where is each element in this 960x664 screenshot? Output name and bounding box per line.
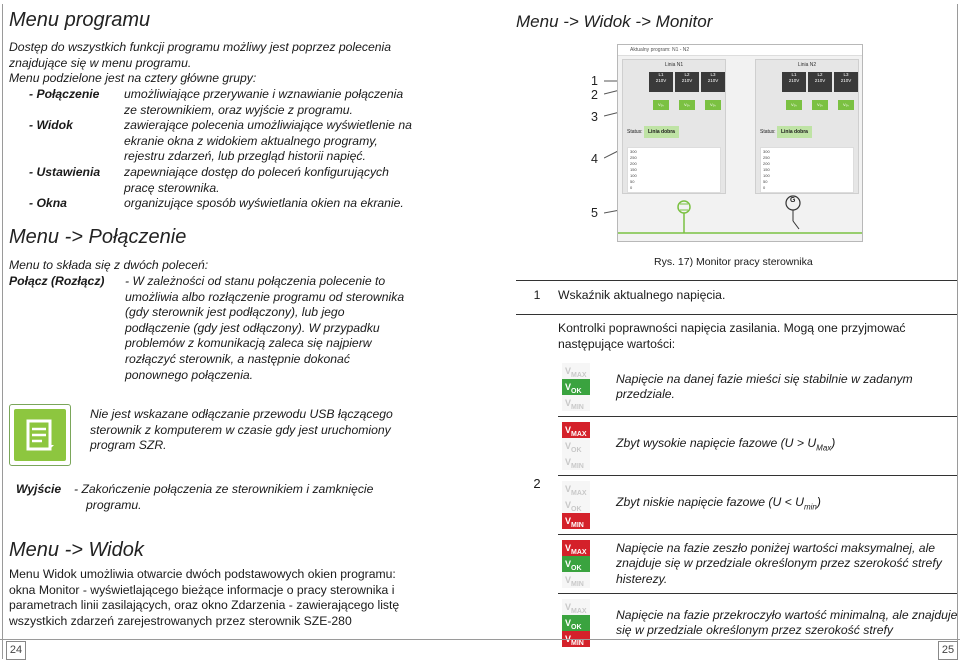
n1-l3-indicator [701,72,725,92]
state-row [558,475,958,534]
wyjscie-description [74,482,450,513]
n2-l1-value: 210V [788,78,800,83]
text-line: Nie jest wskazane odłączanie przewodu USB łączącego [90,407,393,421]
n1-l1-value: 210V [655,78,667,83]
n2-l2-label: L2 [817,72,823,77]
group-name: - Ustawienia [29,164,101,179]
n1-l2-indicator [675,72,699,92]
polaczenie-intro: Menu to składa się z dwóch poleceń: [9,258,209,272]
n2-status-label: Status: [760,129,776,135]
state-desc-text: Zbyt niskie napięcie fazowe (U < U [616,495,804,510]
v-ok-badge [562,438,590,454]
v-subscript: MIN [571,521,584,529]
v-subscript: MIN [571,462,584,470]
n1-status [627,126,719,138]
v-letter: V [565,634,572,644]
text-line: rozłączyć sterownik, a następnie dokonać [125,351,350,366]
v-subscript: MAX [571,371,587,379]
v-subscript: MAX [571,548,587,556]
heading-monitor: Menu -> Widok -> Monitor [516,12,713,31]
line-diagram [618,193,862,239]
n2-status-value: Linia dobra [777,126,812,138]
y-tick-label: 250 [630,155,637,160]
page-number-left: 24 [6,641,26,660]
group-item [29,87,449,118]
group-desc-line: zapewniające dostęp do poleceń konfigurujących [124,164,389,179]
text-line: ponownego połączenia. [125,367,254,382]
text-line: programu. [86,497,142,512]
group-desc-line: umożliwiające przerywanie i wznawianie połączenia [124,87,404,101]
state-desc-tail: ) [816,495,821,510]
right-border [957,4,958,659]
y-tick-label: 50 [630,179,635,184]
n2-l3-value: 210V [840,78,852,83]
group-desc-line: organizujące sposób wyświetlania okien na ekranie. [124,196,404,211]
n2-l2-ok: V₀ₖ [812,100,828,110]
figure-caption: Rys. 17) Monitor pracy sterownika [654,256,813,268]
left-border [2,4,3,659]
y-tick-label: 0 [763,185,766,190]
voltage-badges [562,363,602,411]
callout-4: 4 [591,152,598,166]
n2-status [760,126,852,138]
n1-l3-ok: V₀ₖ [705,100,721,110]
n2-l1-indicator [782,72,806,92]
text-line: (gdy sterownik jest podłączony), lub jego [125,305,345,320]
v-letter: V [565,618,572,628]
n1-l2-label: L2 [684,72,690,77]
n2-l1-label: L1 [791,72,797,77]
text-line: okna Monitor - wyświetlającego bieżące informacje o pracy sterownika i [9,582,395,597]
n2-l3-ok: V₀ₖ [838,100,854,110]
line-n1-panel [622,59,726,194]
heading-menu-widok: Menu -> Widok [9,539,144,561]
n1-l1-label: L1 [658,72,664,77]
y-tick-label: 300 [630,149,637,154]
v-ok-badge [562,556,590,572]
text-line: problemów z komunikacją zaleca się najpierw [125,336,372,351]
state-description [602,372,958,403]
v-letter: V [565,484,572,494]
n2-l1-ok: V₀ₖ [786,100,802,110]
group-name: - Połączenie [29,87,100,101]
v-letter: V [565,366,572,376]
callout-3: 3 [591,110,598,124]
group-desc-line: ze sterownikiem, oraz wyjście z programu. [124,102,353,117]
state-row [558,593,958,652]
group-name: - Okna [29,196,67,211]
group-item [29,196,449,212]
voltage-badges [562,481,602,529]
v-subscript: OK [571,387,582,395]
callout-1: 1 [591,74,598,88]
v-ok-badge [562,497,590,513]
v-subscript: MAX [571,430,587,438]
n1-l3-value: 210V [707,78,719,83]
n2-voltage-plot [760,147,854,193]
v-letter: V [565,516,572,526]
v-letter: V [565,575,572,585]
line-n1-label: Linia N1 [664,62,684,68]
v-min-badge [562,395,590,411]
group-item [29,165,449,196]
v-ok-badge [562,379,590,395]
y-tick-label: 100 [763,173,770,178]
y-tick-label: 150 [763,167,770,172]
v-subscript: MIN [571,580,584,588]
n2-l3-indicator [834,72,858,92]
text-line: Menu Widok umożliwia otwarcie dwóch podstawowych okien programu: [9,567,396,581]
n1-l1-ok: V₀ₖ [653,100,669,110]
y-tick-label: 0 [630,185,633,190]
v-max-badge [562,481,590,497]
v-subscript: OK [571,623,582,631]
row-1-number: 1 [516,281,558,315]
table-row [516,281,958,315]
group-desc-line: pracę sterownika. [124,180,220,195]
v-letter: V [565,398,572,408]
polacz-term: Połącz (Rozłącz) [9,274,105,288]
v-max-badge [562,363,590,379]
v-letter: V [565,382,572,392]
n2-l2-value: 210V [814,78,826,83]
v-letter: V [565,543,572,553]
state-desc-text: Napięcie na fazie przekroczyło wartość minimalną, ale znajduje się w przedziale określonym przez szerokość strefy [616,607,958,637]
callout-2: 2 [591,88,598,102]
table-row [516,315,958,653]
v-subscript: OK [571,564,582,572]
n1-status-value: Linia dobra [644,126,679,138]
v-subscript: MIN [571,639,584,647]
row-2-content [558,315,958,653]
n2-l3-label: L3 [843,72,849,77]
usb-note [90,407,450,454]
state-row [558,416,958,475]
state-desc-text: Napięcie na danej fazie mieści się stabilnie w zadanym przedziale. [616,371,913,401]
intro-line-2: znajdujące się w menu programu. [9,55,192,70]
y-tick-label: 200 [630,161,637,166]
group-desc-line: rejestru zdarzeń, lub przegląd historii napięć. [124,149,366,164]
voltage-badges [562,540,602,588]
n1-voltage-plot [627,147,721,193]
v-subscript: OK [571,446,582,454]
row-1-text: Wskaźnik aktualnego napięcia. [558,281,958,315]
line-n2-panel [755,59,859,194]
line-n2-label: Linia N2 [797,62,817,68]
state-list [558,358,958,652]
y-tick-label: 150 [630,167,637,172]
text-line: - Zakończenie połączenia ze sterownikiem i zamknięcie [74,482,374,496]
group-item [29,118,449,165]
n1-l3-label: L3 [710,72,716,77]
v-letter: V [565,602,572,612]
intro-line-3: Menu podzielone jest na cztery główne grupy: [9,71,257,86]
state-desc-text: Zbyt wysokie napięcie fazowe (U > U [616,436,817,451]
text-line: umożliwia albo rozłączenie programu od sterownika [125,289,405,304]
text-line: podłączenie (gdy jest odłączony). W przypadku [125,320,380,335]
v-subscript: OK [571,505,582,513]
heading-menu-programu: Menu programu [9,9,151,31]
row-2-intro: Kontrolki poprawności napięcia zasilania. Mogą one przyjmować następujące wartości: [558,321,906,351]
v-letter: V [565,500,572,510]
text-line: parametrach linii zasilających, oraz okno Zdarzenia - zawierającego listę [9,598,400,613]
row-2-number: 2 [516,315,558,653]
group-name: - Widok [29,118,73,133]
state-description [602,541,958,588]
state-desc-text: Napięcie na fazie zeszło poniżej wartości maksymalnej, ale znajduje się w przedziale określonym przez szerokość strefy histerezy. [616,540,942,586]
n1-status-label: Status: [627,129,643,135]
v-min-badge [562,454,590,470]
state-desc-tail: ) [831,436,836,451]
voltage-badges [562,422,602,470]
v-letter: V [565,559,572,569]
n1-l1-indicator [649,72,673,92]
y-tick-label: 250 [763,155,770,160]
n2-l2-indicator [808,72,832,92]
page-number-right: 25 [938,641,958,660]
v-max-badge [562,599,590,615]
footer-rule [0,639,960,640]
n1-l2-ok: V₀ₖ [679,100,695,110]
group-desc-line: ekranie okna z widokiem aktualnego programy, [124,133,378,148]
text-line: program SZR. [90,438,167,453]
v-subscript: MIN [571,403,584,411]
y-tick-label: 100 [630,173,637,178]
v-min-badge [562,513,590,529]
callout-5: 5 [591,206,598,220]
v-subscript: MAX [571,489,587,497]
v-letter: V [565,457,572,467]
y-tick-label: 200 [763,161,770,166]
note-icon [9,404,71,466]
state-row [558,358,958,416]
indicator-table [516,280,958,652]
v-max-badge [562,540,590,556]
v-letter: V [565,425,572,435]
v-min-badge [562,572,590,588]
monitor-window [617,44,863,242]
heading-menu-polaczenie: Menu -> Połączenie [9,226,187,248]
group-desc-line: zawierające polecenia umożliwiające wyświetlenie na [124,118,412,133]
state-description [602,495,821,515]
text-line: - W zależności od stanu połączenia polecenie to [125,274,386,288]
state-description [602,608,958,639]
state-description [602,436,835,456]
text-line: wszystkich zdarzeń zarejestrowanych przez sterownik SZE-280 [9,613,352,628]
state-row [558,534,958,593]
wyjscie-term: Wyjście [16,482,62,496]
generator-label: G [790,197,796,204]
monitor-title: Aktualny program: N1 - N2 [618,45,862,56]
text-line: sterownik z komputerem w czasie gdy jest uruchomiony [90,422,391,437]
group-list [29,87,449,212]
polacz-description [125,274,449,383]
intro-line-1: Dostęp do wszystkich funkcji programu możliwy jest poprzez polecenia [9,40,392,54]
v-letter: V [565,441,572,451]
y-tick-label: 300 [763,149,770,154]
v-max-badge [562,422,590,438]
n1-l2-value: 210V [681,78,693,83]
intro-text [9,40,449,87]
v-ok-badge [562,615,590,631]
state-desc-sub: min [803,502,817,512]
v-subscript: MAX [571,607,587,615]
state-desc-sub: Max [816,443,832,453]
y-tick-label: 50 [763,179,768,184]
widok-description [9,567,449,629]
